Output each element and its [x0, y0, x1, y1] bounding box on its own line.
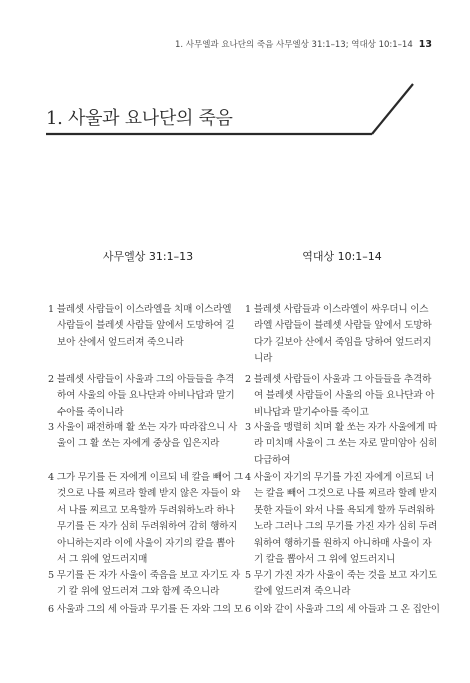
verse-line: 못한 자들이 와서 나를 욕되게 할까 두려워하 — [254, 504, 435, 516]
right-column-heading: 역대상 10:1–14 — [302, 250, 382, 263]
verse-line: 3 사울을 맹렬히 치며 활 쏘는 자가 사울에게 따 — [245, 422, 437, 433]
verse-line: 4 그가 무기를 든 자에게 이르되 네 칼을 빼어 그 — [48, 472, 243, 483]
verse-line: 수아를 죽이니라 — [57, 406, 124, 418]
verse-line: 비나답과 말기수아를 죽이고 — [254, 406, 369, 418]
verse-line: 사람들이 블레셋 사람들 앞에서 도망하여 길 — [57, 320, 235, 332]
verse-line: 하여 사울의 아들 요나단과 아비나답과 말기 — [57, 390, 235, 402]
verse-line: 다가 길보아 산에서 죽임을 당하여 엎드러지 — [254, 336, 432, 348]
verse-line: 칼에 엎드러져 죽으니라 — [254, 586, 351, 598]
chapter-title: 1. 사울과 요나단의 죽음 — [46, 108, 233, 129]
verse-line: 여 블레셋 사람들이 사울의 아들 요나단과 아 — [254, 390, 435, 402]
verse — [245, 602, 440, 618]
verse-line: 다급하여 — [254, 454, 291, 466]
verse-line: 노라 그러나 그의 무기를 가진 자가 심히 두려 — [254, 521, 438, 533]
verse-line: 울이 그 활 쏘는 자에게 중상을 입은지라 — [57, 438, 220, 450]
left-column-heading: 사무엘상 31:1–13 — [102, 250, 194, 263]
verse-line: 2 블레셋 사람들이 사울과 그 아들들을 추격하 — [245, 374, 432, 385]
verse-line: 6 이와 같이 사울과 그의 세 아들과 그 온 집안이 — [245, 604, 440, 615]
verse — [48, 420, 238, 453]
verse-line: 보아 산에서 엎드러져 죽으니라 — [57, 336, 184, 348]
verse — [245, 372, 435, 421]
verse-line: 1 블레셋 사람들과 이스라엘이 싸우더니 이스 — [245, 304, 429, 315]
verse-line: 서 나를 찌르고 모욕할까 두려워하노라 하나 — [57, 504, 235, 516]
title-rule — [0, 0, 470, 160]
verse — [48, 602, 243, 618]
verse-line: 1 블레셋 사람들이 이스라엘을 치매 이스라엘 — [48, 304, 232, 315]
verse-line: 니라 — [254, 353, 273, 365]
verse — [245, 420, 438, 469]
verse-line: 기 칼을 뽑아서 그 위에 엎드러지니 — [254, 554, 396, 566]
verse-line: 라 미치매 사울이 그 쏘는 자로 말미암아 심히 — [254, 438, 438, 450]
verse-line: 무기를 든 자가 심히 두려워하여 감히 행하지 — [57, 521, 238, 533]
verse — [48, 302, 238, 351]
verse — [245, 302, 435, 368]
verse-line: 기 칼 위에 엎드러져 그와 함께 죽으니라 — [57, 586, 220, 598]
verse — [48, 372, 238, 421]
verse-line: 6 사울과 그의 세 아들과 무기를 든 자와 그의 모 — [48, 604, 243, 615]
verse-line: 서 그 위에 엎드러지매 — [57, 554, 148, 566]
verse-line: 5 무기를 든 자가 사울이 죽음을 보고 자기도 자 — [48, 570, 240, 581]
verse-line: 2 블레셋 사람들이 사울과 그의 아들들을 추격 — [48, 374, 235, 385]
verse — [245, 470, 438, 568]
verse — [245, 568, 435, 601]
page-number: 13 — [418, 39, 432, 50]
verse-line: 는 칼을 빼어 그것으로 나를 찌르라 할례 받지 — [254, 488, 438, 500]
running-title: 1. 사무엘과 요나단의 죽음 사무엘상 31:1–13; 역대상 10:1–14 — [174, 40, 413, 50]
verse — [48, 568, 238, 601]
verse-line: 4 사울이 자기의 무기를 가진 자에게 이르되 너 — [245, 472, 435, 483]
verse-line: 아니하는지라 이에 사울이 자기의 칼을 뽑아 — [57, 537, 235, 549]
verse-line: 3 사울이 패전하매 활 쏘는 자가 따라잡으니 사 — [48, 422, 238, 433]
verse-line: 워하여 행하기를 원하지 아니하매 사울이 자 — [254, 537, 432, 549]
verse-line: 5 무기 가진 자가 사울이 죽는 것을 보고 자기도 — [245, 570, 437, 581]
verse-line: 라엘 사람들이 블레셋 사람들 앞에서 도망하 — [254, 320, 432, 332]
verse — [48, 470, 243, 568]
verse-line: 것으로 나를 찌르라 할례 받지 않은 자들이 와 — [57, 488, 241, 500]
